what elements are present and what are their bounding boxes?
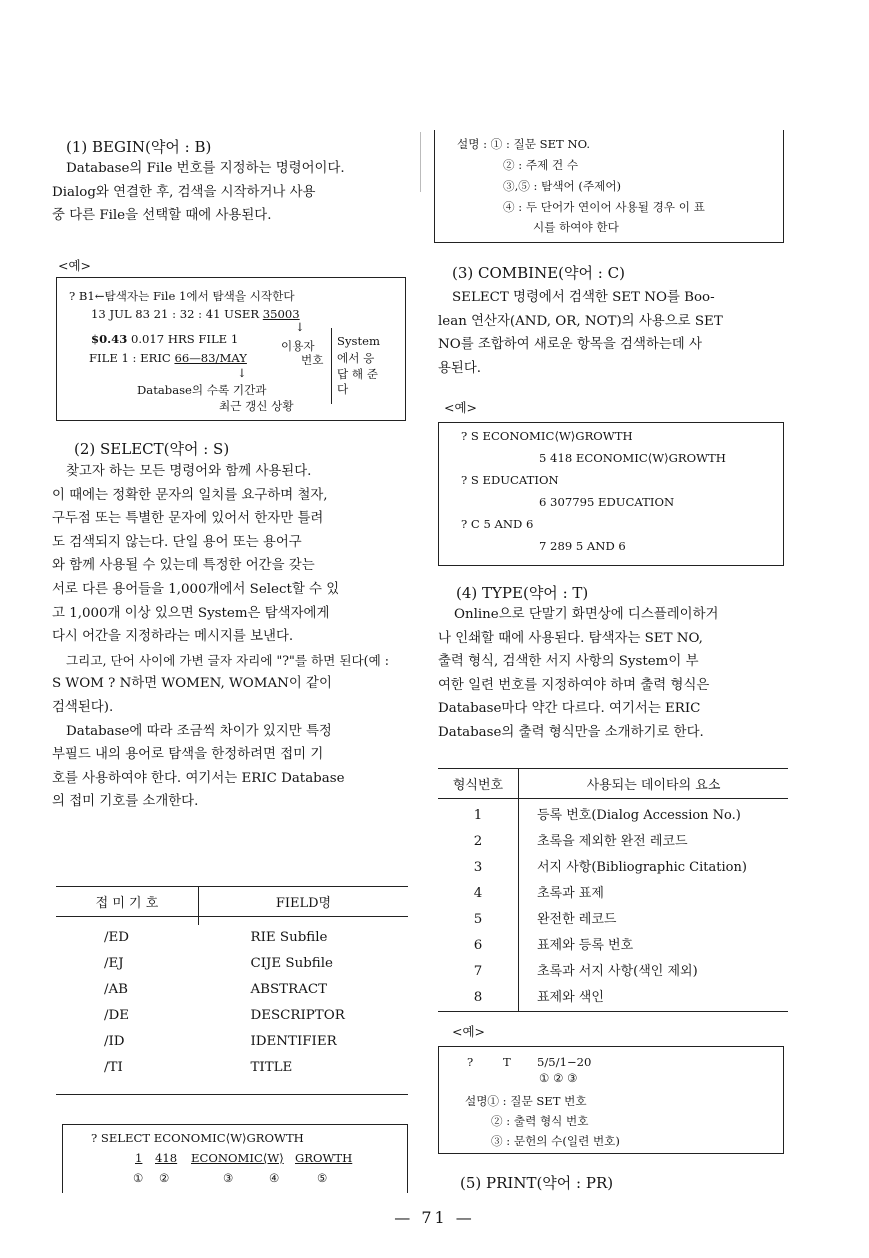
body-line: 검색된다).	[52, 699, 114, 715]
body-line: 와 함께 사용될 수 있는데 특정한 어간을 갖는	[52, 558, 315, 574]
combine-ex-line: ? S EDUCATION	[461, 473, 559, 487]
field-cell: TITLE	[250, 1059, 293, 1075]
body-line: Database의 출력 형식만을 소개하기로 한다.	[438, 724, 704, 740]
body-line: 의 접미 기호를 소개한다.	[52, 794, 199, 810]
begin-ex-line	[89, 351, 247, 365]
format-no-cell: 4	[438, 881, 519, 907]
format-no-header: 형식번호	[438, 769, 519, 799]
field-cell: ABSTRACT	[250, 981, 328, 997]
table-row	[56, 977, 408, 1003]
section-type-body	[438, 603, 786, 745]
db-note: 최근 갱신 상황	[219, 399, 294, 413]
system-note: 답 해 준	[337, 367, 378, 381]
table-row	[438, 803, 788, 829]
body-line: SELECT 명령에서 검색한 SET NO를 Boo-	[452, 290, 715, 305]
user-label: 이용자	[281, 339, 315, 353]
table-row	[438, 985, 788, 1012]
table-row	[438, 933, 788, 959]
column-mark	[420, 132, 421, 192]
type-ex-args: 5/5/1−20	[537, 1055, 592, 1069]
format-no-cell: 1	[438, 803, 519, 829]
field-cell: IDENTIFIER	[250, 1033, 337, 1049]
table-row	[438, 829, 788, 855]
suffix-table-header	[56, 887, 408, 917]
body-line: 이 때에는 정확한 문자의 일치를 요구하며 철자,	[52, 487, 328, 503]
body-line: Dialog와 연결한 후, 검색을 시작하거나 사용	[52, 184, 316, 200]
body-line: Database의 File 번호를 지정하는 명령어이다.	[66, 161, 345, 176]
type-ex-callouts: ① ② ③	[539, 1071, 578, 1085]
select-ex-line: ? SELECT ECONOMIC⟨W⟩GROWTH	[91, 1131, 304, 1145]
system-note: 에서 응	[337, 351, 375, 365]
suffix-cell: /DE	[104, 1007, 130, 1023]
body-line: NO를 조합하여 새로운 항목을 검색하는데 사	[438, 337, 702, 353]
begin-ex-text: FILE 1 : ERIC	[89, 351, 175, 365]
bracket-line	[331, 368, 332, 404]
table-row	[56, 1029, 408, 1055]
format-element-cell: 초록과 서지 사항(색인 제외)	[537, 963, 698, 979]
begin-ex-line: ? B1←탐색자는 File 1에서 탐색을 시작한다	[69, 289, 295, 303]
arrow-down-icon: ↓	[237, 366, 247, 380]
body-line: Database마다 약간 다르다. 여기서는 ERIC	[438, 701, 701, 717]
expl-line: ② : 주제 건 수	[503, 158, 579, 172]
combine-example-box	[438, 422, 784, 566]
body-line: Database에 따라 조금씩 차이가 있지만 특정	[66, 723, 332, 739]
body-line: 도 검색되지 않는다. 단일 용어 또는 용어구	[52, 534, 302, 550]
select-explanation-box	[434, 130, 784, 243]
number-label: 번호	[301, 353, 324, 367]
callout-4: ④	[269, 1171, 280, 1185]
field-cell: RIE Subfile	[250, 929, 328, 945]
example-label: <예>	[452, 1024, 486, 1039]
type-ex-expl: 설명① : 질문 SET 번호	[465, 1094, 587, 1108]
expl-line: ④ : 두 단어가 연이어 사용될 경우 이 표	[503, 200, 705, 214]
suffix-cell: /TI	[104, 1059, 123, 1075]
combine-ex-line: ? C 5 AND 6	[461, 517, 534, 531]
section-select-heading: (2) SELECT(약어 : S)	[74, 440, 230, 458]
body-line: Online으로 단말기 화면상에 디스플레이하거	[454, 607, 719, 622]
combine-ex-line: 6 307795 EDUCATION	[539, 495, 675, 509]
combine-ex-line: 5 418 ECONOMIC⟨W⟩GROWTH	[539, 451, 726, 465]
body-line: lean 연산자(AND, OR, NOT)의 사용으로 SET	[438, 313, 723, 329]
combine-ex-line: ? S ECONOMIC⟨W⟩GROWTH	[461, 429, 633, 443]
section-begin-heading: (1) BEGIN(약어 : B)	[66, 138, 212, 156]
example-label: <예>	[444, 400, 478, 415]
begin-ex-text: 0.017 HRS FILE 1	[127, 332, 239, 346]
format-element-cell: 완전한 레코드	[537, 911, 617, 927]
format-no-cell: 5	[438, 907, 519, 933]
section-combine-heading: (3) COMBINE(약어 : C)	[452, 264, 625, 282]
field-header: FIELD명	[199, 887, 409, 917]
select-example-box	[62, 1124, 408, 1193]
suffix-table-grid	[56, 886, 408, 1095]
callout-2: ②	[159, 1171, 170, 1185]
section-type-heading: (4) TYPE(약어 : T)	[456, 584, 589, 602]
bracket-line	[331, 328, 332, 372]
table-row	[438, 855, 788, 881]
format-no-cell: 7	[438, 959, 519, 985]
begin-example-box	[56, 277, 406, 421]
callout-1: ①	[133, 1171, 144, 1185]
format-no-cell: 6	[438, 933, 519, 959]
body-line: 다시 어간을 지정하라는 메시지를 보낸다.	[52, 629, 294, 645]
format-no-cell: 3	[438, 855, 519, 881]
cost-value: $0.43	[91, 332, 128, 346]
table-row	[56, 1055, 408, 1081]
body-line: S WOM ? N하면 WOMEN, WOMAN이 같이	[52, 676, 332, 692]
set-number: 1	[135, 1151, 143, 1165]
table-row	[438, 907, 788, 933]
table-row	[438, 959, 788, 985]
callout-3: ③	[223, 1171, 234, 1185]
count-number: 418	[155, 1151, 178, 1165]
db-note: Database의 수록 기간과	[137, 383, 267, 397]
body-line: 나 인쇄할 때에 사용된다. 탐색자는 SET NO,	[438, 630, 703, 646]
table-row	[56, 1003, 408, 1029]
combine-ex-line: 7 289 5 AND 6	[539, 539, 626, 553]
body-line: 구두점 또는 특별한 문자에 있어서 한자만 틀려	[52, 511, 324, 527]
body-line: 용된다.	[438, 360, 482, 376]
term-one: ECONOMIC⟨W⟩	[191, 1151, 284, 1165]
section-print-heading: (5) PRINT(약어 : PR)	[460, 1174, 614, 1192]
format-element-cell: 서지 사항(Bibliographic Citation)	[537, 859, 747, 875]
callout-5: ⑤	[317, 1171, 328, 1185]
format-element-cell: 등록 번호(Dialog Accession No.)	[537, 807, 741, 823]
body-line: 찾고자 하는 모든 명령어와 함께 사용된다.	[66, 464, 312, 479]
begin-ex-text: 13 JUL 83 21 : 32 : 41 USER	[91, 307, 263, 321]
section-begin-body	[52, 157, 408, 228]
type-ex-expl: ③ : 문헌의 수(일련 번호)	[491, 1134, 620, 1148]
body-line: 중 다른 File을 선택할 때에 사용된다.	[52, 208, 272, 224]
system-note: System	[337, 334, 380, 348]
suffix-cell: /ID	[104, 1033, 125, 1049]
body-line: 그리고, 단어 사이에 가변 글자 자리에 "?"를 하면 된다(예 :	[66, 652, 390, 668]
body-line: 출력 형식, 검색한 서지 사항의 System이 부	[438, 654, 699, 670]
format-element-cell: 표제와 등록 번호	[537, 937, 634, 953]
suffix-table	[56, 886, 408, 1095]
user-number: 35003	[262, 307, 300, 321]
field-cell: DESCRIPTOR	[250, 1007, 345, 1023]
begin-ex-line	[91, 332, 238, 346]
type-example-box	[438, 1046, 784, 1154]
format-table-header	[438, 769, 788, 799]
body-line: 여한 일련 번호를 지정하여야 하며 출력 형식은	[438, 677, 710, 693]
type-ex-command: T	[503, 1055, 511, 1069]
format-element-cell: 초록을 제외한 완전 레코드	[537, 833, 688, 849]
arrow-down-icon: ↓	[295, 320, 305, 334]
type-ex-expl: ② : 출력 형식 번호	[491, 1114, 589, 1128]
body-line: 서로 다른 용어들을 1,000개에서 Select할 수 있	[52, 581, 340, 597]
system-note: 다	[337, 382, 349, 396]
suffix-header: 접 미 기 호	[56, 887, 199, 917]
field-cell: CIJE Subfile	[250, 955, 333, 971]
format-element-header: 사용되는 데이타의 요소	[519, 769, 789, 799]
table-row	[438, 881, 788, 907]
expl-line: 설명 : ① : 질문 SET NO.	[457, 137, 591, 151]
term-two: GROWTH	[295, 1151, 353, 1165]
expl-line: 시를 하여야 한다	[533, 220, 619, 234]
format-no-cell: 8	[438, 985, 519, 1012]
table-row	[56, 925, 408, 951]
table-row	[56, 951, 408, 977]
expl-line: ③,⑤ : 탐색어 (주제어)	[503, 179, 622, 193]
suffix-cell: /AB	[104, 981, 129, 997]
section-combine-body	[438, 286, 786, 380]
page-number: — 71 —	[394, 1208, 475, 1227]
section-select-body	[52, 460, 408, 814]
example-label: <예>	[58, 258, 92, 273]
body-line: 고 1,000개 이상 있으면 System은 탐색자에게	[52, 605, 330, 621]
format-table-grid	[438, 768, 788, 1012]
format-no-cell: 2	[438, 829, 519, 855]
format-table	[438, 768, 788, 1012]
format-element-cell: 표제와 색인	[519, 985, 789, 1012]
type-ex-prompt: ?	[467, 1055, 474, 1069]
coverage-range: 66—83/MAY	[174, 351, 247, 365]
body-line: 부필드 내의 용어로 탐색을 한정하려면 접미 기	[52, 747, 324, 763]
begin-ex-line	[91, 307, 300, 321]
suffix-cell: /EJ	[104, 955, 124, 971]
body-line: 호를 사용하여야 한다. 여기서는 ERIC Database	[52, 770, 345, 786]
format-element-cell: 초록과 표제	[537, 885, 604, 901]
suffix-cell: /ED	[104, 929, 130, 945]
